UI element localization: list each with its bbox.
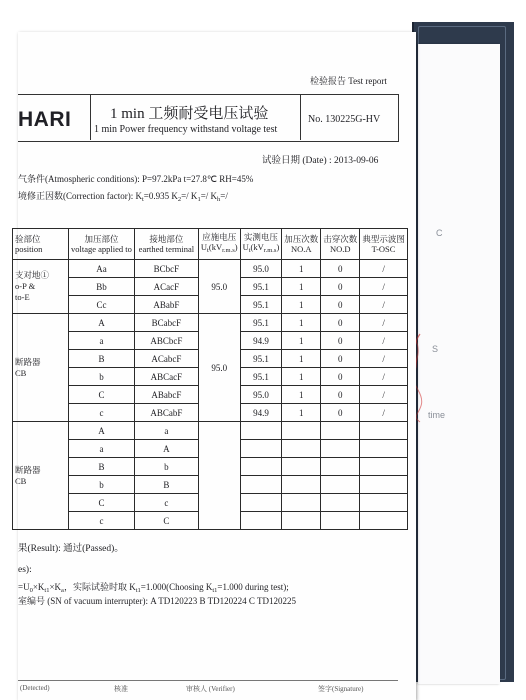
no-d-cell: 0: [321, 296, 360, 314]
required-voltage-cell: [198, 422, 240, 530]
position-group-cell: 断路器 CB: [13, 314, 69, 422]
header-measured-voltage: 实测电压 $U_t(kV_{r.m.s})$: [240, 229, 282, 260]
no-a-cell: 1: [282, 368, 321, 386]
no-d-cell: [321, 440, 360, 458]
no-d-cell: [321, 422, 360, 440]
earthed-cell: B: [134, 476, 198, 494]
applied-cell: A: [69, 314, 135, 332]
no-a-cell: [282, 422, 321, 440]
measured-voltage-cell: 94.9: [240, 404, 282, 422]
no-d-cell: 0: [321, 332, 360, 350]
no-d-cell: [321, 476, 360, 494]
header-t-osc: 典型示波图 T-OSC: [360, 229, 408, 260]
no-d-cell: 0: [321, 386, 360, 404]
t-osc-cell: [360, 476, 408, 494]
no-d-cell: [321, 494, 360, 512]
report-type-label: 检验报告 Test report: [310, 76, 387, 86]
no-d-cell: 0: [321, 368, 360, 386]
table-row: [13, 314, 408, 332]
page-title-cn: 1 min 工频耐受电压试验: [110, 106, 269, 122]
no-d-cell: 0: [321, 404, 360, 422]
underlying-sheet: [418, 44, 500, 684]
t-osc-cell: /: [360, 368, 408, 386]
t-osc-cell: [360, 512, 408, 530]
footer-verifier: 审核人 (Verifier): [186, 685, 235, 693]
no-a-cell: [282, 458, 321, 476]
measured-voltage-cell: [240, 476, 282, 494]
t-osc-cell: /: [360, 386, 408, 404]
header-no-a: 加压次数 NO.A: [282, 229, 321, 260]
earthed-cell: ABabF: [134, 296, 198, 314]
measured-voltage-cell: [240, 440, 282, 458]
applied-cell: a: [69, 440, 135, 458]
applied-cell: B: [69, 458, 135, 476]
company-logo: HARI: [18, 108, 72, 131]
no-d-cell: 0: [321, 350, 360, 368]
t-osc-cell: /: [360, 260, 408, 278]
applied-cell: Bb: [69, 278, 135, 296]
header-position: 验部位 position: [13, 229, 69, 260]
applied-cell: C: [69, 494, 135, 512]
earthed-cell: ACabcF: [134, 350, 198, 368]
test-date: 试验日期 (Date) : 2013-09-06: [262, 156, 379, 166]
underlying-sheet-text: S: [432, 344, 439, 354]
applied-cell: C: [69, 386, 135, 404]
header-required-voltage: 应施电压 $U_t(kV_{r.m.s})$: [198, 229, 240, 260]
earthed-cell: A: [134, 440, 198, 458]
earthed-cell: BCbcF: [134, 260, 198, 278]
t-osc-cell: [360, 440, 408, 458]
note-serial-numbers: 室编号 (SN of vacuum interrupter): A TD120223 B TD120224 C TD120225: [18, 596, 296, 606]
earthed-cell: ABabcF: [134, 386, 198, 404]
t-osc-cell: /: [360, 278, 408, 296]
measured-voltage-cell: [240, 512, 282, 530]
atmospheric-conditions: 气条件(Atmospheric conditions): P=97.2kPa t=27.8℃ RH=45%: [18, 174, 254, 184]
t-osc-cell: /: [360, 350, 408, 368]
measured-voltage-cell: [240, 422, 282, 440]
applied-cell: B: [69, 350, 135, 368]
measured-voltage-cell: 95.1: [240, 278, 282, 296]
footer-approve: 核准: [114, 685, 128, 693]
footer-detected: (Detected): [20, 684, 50, 692]
no-a-cell: 1: [282, 260, 321, 278]
no-a-cell: [282, 494, 321, 512]
earthed-cell: BCabcF: [134, 314, 198, 332]
notes-title: es):: [18, 565, 32, 575]
note-formula: $=U_0\times K_{t1}\times K_a$，实际试验时取 $K_{t1}=1.000(Choosing$ $K_{t1}=1.000$ during test);: [18, 582, 289, 594]
footer-signature: 签字(Signature): [318, 685, 364, 693]
report-page: [15, 32, 416, 700]
no-d-cell: [321, 458, 360, 476]
no-a-cell: [282, 440, 321, 458]
measured-voltage-cell: [240, 494, 282, 512]
table-row: [13, 260, 408, 278]
applied-cell: a: [69, 332, 135, 350]
header-no-d: 击穿次数 NO.D: [321, 229, 360, 260]
t-osc-cell: [360, 458, 408, 476]
applied-cell: Aa: [69, 260, 135, 278]
measured-voltage-cell: 95.1: [240, 368, 282, 386]
applied-cell: Cc: [69, 296, 135, 314]
no-a-cell: [282, 512, 321, 530]
t-osc-cell: /: [360, 404, 408, 422]
no-a-cell: 1: [282, 404, 321, 422]
table-header-row: [13, 229, 408, 260]
earthed-cell: a: [134, 422, 198, 440]
measured-voltage-cell: 95.0: [240, 386, 282, 404]
no-d-cell: [321, 512, 360, 530]
no-d-cell: 0: [321, 314, 360, 332]
no-a-cell: 1: [282, 350, 321, 368]
correction-factor: 境修正因数(Correction factor): $K_t=0.935$ $K_2=/$ $K_1=/$ $K_h=/$: [18, 191, 228, 203]
earthed-cell: c: [134, 494, 198, 512]
earthed-cell: ACacF: [134, 278, 198, 296]
applied-cell: A: [69, 422, 135, 440]
measured-voltage-cell: 95.1: [240, 350, 282, 368]
earthed-cell: ABCbcF: [134, 332, 198, 350]
position-group-cell: 支对地① o-P & to-E: [13, 260, 69, 314]
earthed-cell: ABCabF: [134, 404, 198, 422]
applied-cell: b: [69, 476, 135, 494]
no-a-cell: 1: [282, 296, 321, 314]
earthed-cell: ABCacF: [134, 368, 198, 386]
measured-voltage-cell: 95.1: [240, 296, 282, 314]
t-osc-cell: [360, 494, 408, 512]
table-row: [13, 422, 408, 440]
t-osc-cell: /: [360, 296, 408, 314]
no-a-cell: [282, 476, 321, 494]
header-earthed-terminal: 接地部位 earthed terminal: [134, 229, 198, 260]
position-group-cell: 断路器 CB: [13, 422, 69, 530]
table-body: [13, 260, 408, 530]
no-d-cell: 0: [321, 260, 360, 278]
measured-voltage-cell: 95.0: [240, 260, 282, 278]
measured-voltage-cell: 95.1: [240, 314, 282, 332]
applied-cell: b: [69, 368, 135, 386]
test-result: 果(Result): 通过(Passed)。: [18, 544, 124, 554]
divider: [18, 680, 398, 681]
measured-voltage-cell: [240, 458, 282, 476]
applied-cell: c: [69, 404, 135, 422]
t-osc-cell: [360, 422, 408, 440]
earthed-cell: C: [134, 512, 198, 530]
no-a-cell: 1: [282, 386, 321, 404]
divider: [90, 94, 91, 140]
report-number: No. 130225G-HV: [308, 114, 381, 125]
underlying-sheet-text: time: [428, 410, 446, 420]
page-title-en: 1 min Power frequency withstand voltage test: [94, 124, 278, 135]
applied-cell: c: [69, 512, 135, 530]
test-results-table: [12, 228, 408, 530]
t-osc-cell: /: [360, 332, 408, 350]
no-d-cell: 0: [321, 278, 360, 296]
measured-voltage-cell: 94.9: [240, 332, 282, 350]
no-a-cell: 1: [282, 314, 321, 332]
no-a-cell: 1: [282, 332, 321, 350]
header-voltage-applied: 加压部位 voltage applied to: [69, 229, 135, 260]
earthed-cell: b: [134, 458, 198, 476]
underlying-sheet-text: C: [436, 228, 443, 238]
divider: [300, 94, 301, 140]
required-voltage-cell: 95.0: [198, 314, 240, 422]
required-voltage-cell: 95.0: [198, 260, 240, 314]
t-osc-cell: /: [360, 314, 408, 332]
no-a-cell: 1: [282, 278, 321, 296]
